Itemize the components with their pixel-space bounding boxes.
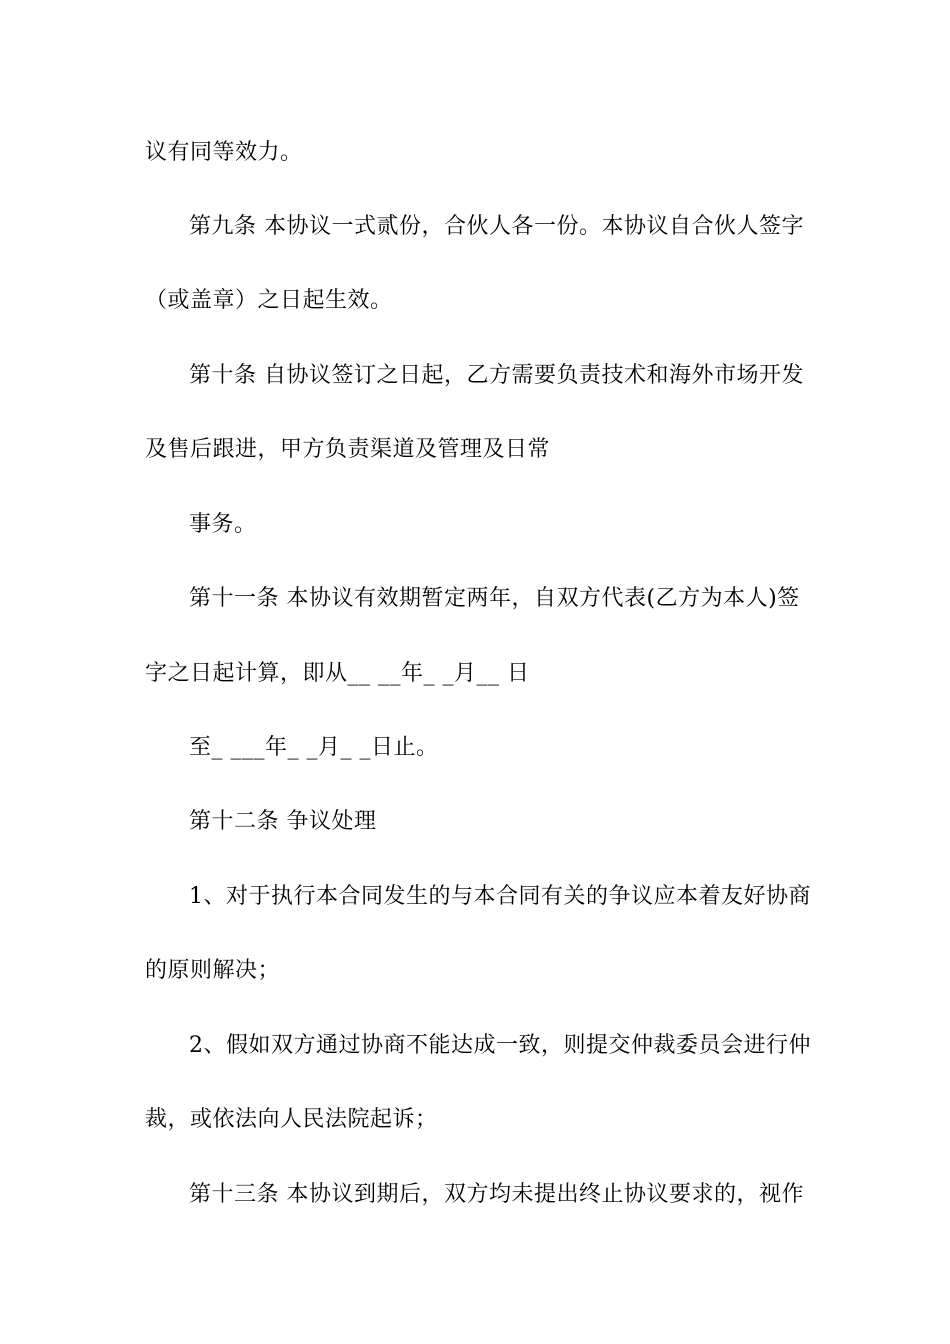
article-10-line-1: 第十条 自协议签订之日起，乙方需要负责技术和海外市场开发 (189, 363, 804, 388)
article-12-item-2-line-2: 裁，或依法向人民法院起诉； (145, 1107, 438, 1132)
text-line: 议有同等效力。 (145, 140, 303, 165)
article-12-item-1-line-2: 的原则解决； (145, 958, 281, 983)
article-11-line-2: 字之日起计算，即从__ __年_ _月__ 日 (145, 661, 530, 686)
article-10-line-2: 及售后跟进，甲方负责渠道及管理及日常 (145, 437, 551, 462)
article-10-line-3: 事务。 (189, 512, 257, 537)
article-12-item-2-line-1: 2、假如双方通过协商不能达成一致，则提交仲裁委员会进行仲 (189, 1033, 811, 1058)
article-11-line-3: 至_ ___年_ _月_ _日止。 (189, 735, 439, 760)
article-9-line-1: 第九条 本协议一式贰份，合伙人各一份。本协议自合伙人签字 (189, 214, 804, 239)
article-12-item-1-line-1: 1、对于执行本合同发生的与本合同有关的争议应本着友好协商 (189, 884, 811, 909)
article-13-line-1: 第十三条 本协议到期后，双方均未提出终止协议要求的，视作 (189, 1182, 804, 1207)
article-12-heading: 第十二条 争议处理 (189, 809, 377, 834)
article-11-line-1: 第十一条 本协议有效期暂定两年，自双方代表(乙方为本人)签 (189, 586, 800, 611)
article-9-line-2: （或盖章）之日起生效。 (145, 288, 393, 313)
